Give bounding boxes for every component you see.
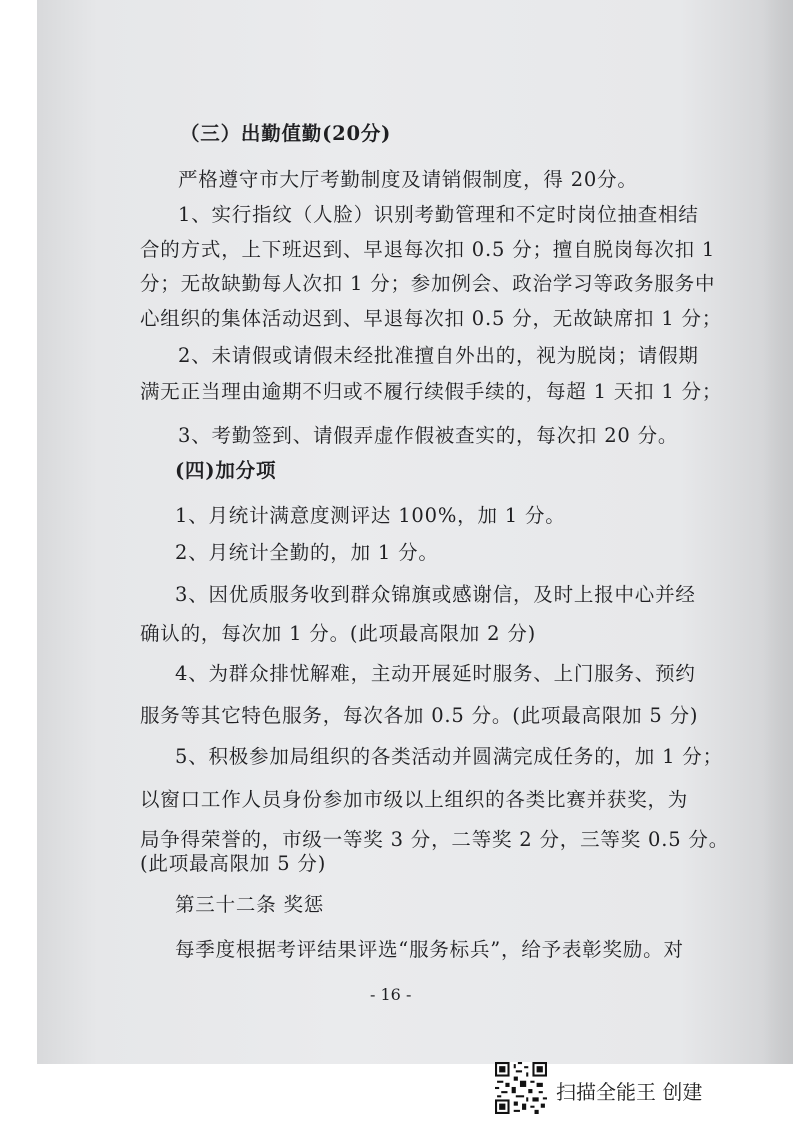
paragraph-line: 合的方式，上下班迟到、早退每次扣 0.5 分；擅自脱岗每次扣 1 xyxy=(140,238,716,261)
paragraph-line: 2、月统计全勤的，加 1 分。 xyxy=(175,541,439,564)
qr-code-icon xyxy=(495,1062,547,1114)
paragraph-line: 以窗口工作人员身份参加市级以上组织的各类比赛并获奖，为 xyxy=(140,788,689,811)
paragraph-line: 2、未请假或请假未经批准擅自外出的，视为脱岗；请假期 xyxy=(178,344,699,367)
page-number: - 16 - xyxy=(370,985,412,1004)
paragraph-line: 1、实行指纹（人脸）识别考勤管理和不定时岗位抽查相结 xyxy=(178,203,699,226)
article-heading: 第三十二条 奖惩 xyxy=(175,893,325,916)
paragraph-line: 分；无故缺勤每人次扣 1 分；参加例会、政治学习等政务服务中 xyxy=(140,272,716,295)
section-heading-attendance: （三）出勤值勤(20分) xyxy=(180,122,392,145)
paragraph-line: 3、考勤签到、请假弄虚作假被查实的，每次扣 20 分。 xyxy=(178,424,679,447)
paragraph-line: 确认的，每次加 1 分。(此项最高限加 2 分) xyxy=(140,622,537,645)
paragraph-line: 4、为群众排忧解难，主动开展延时服务、上门服务、预约 xyxy=(175,662,696,685)
paragraph-line: 5、积极参加局组织的各类活动并圆满完成任务的，加 1 分； xyxy=(175,745,723,768)
paragraph-line: 心组织的集体活动迟到、早退每次扣 0.5 分，无故缺席扣 1 分； xyxy=(140,307,723,330)
paragraph-line: 1、月统计满意度测评达 100%，加 1 分。 xyxy=(175,504,566,527)
paragraph-line: 3、因优质服务收到群众锦旗或感谢信，及时上报中心并经 xyxy=(175,583,696,606)
paragraph-line: 严格遵守市大厅考勤制度及请销假制度，得 20分。 xyxy=(178,168,638,191)
paragraph-line: 满无正当理由逾期不归或不履行续假手续的，每超 1 天扣 1 分； xyxy=(140,380,723,403)
scanner-watermark-label: 扫描全能王 创建 xyxy=(556,1080,703,1104)
scanned-page xyxy=(37,0,793,1064)
page-edge-shadow xyxy=(763,0,793,1064)
paragraph-line: 每季度根据考评结果评选“服务标兵”，给予表彰奖励。对 xyxy=(175,938,684,961)
section-heading-bonus: (四)加分项 xyxy=(175,459,277,482)
paragraph-line: 服务等其它特色服务，每次各加 0.5 分。(此项最高限加 5 分) xyxy=(140,704,699,727)
paragraph-line: 局争得荣誉的，市级一等奖 3 分，二等奖 2 分，三等奖 0.5 分。 xyxy=(140,828,730,851)
paragraph-line: (此项最高限加 5 分) xyxy=(140,852,327,875)
